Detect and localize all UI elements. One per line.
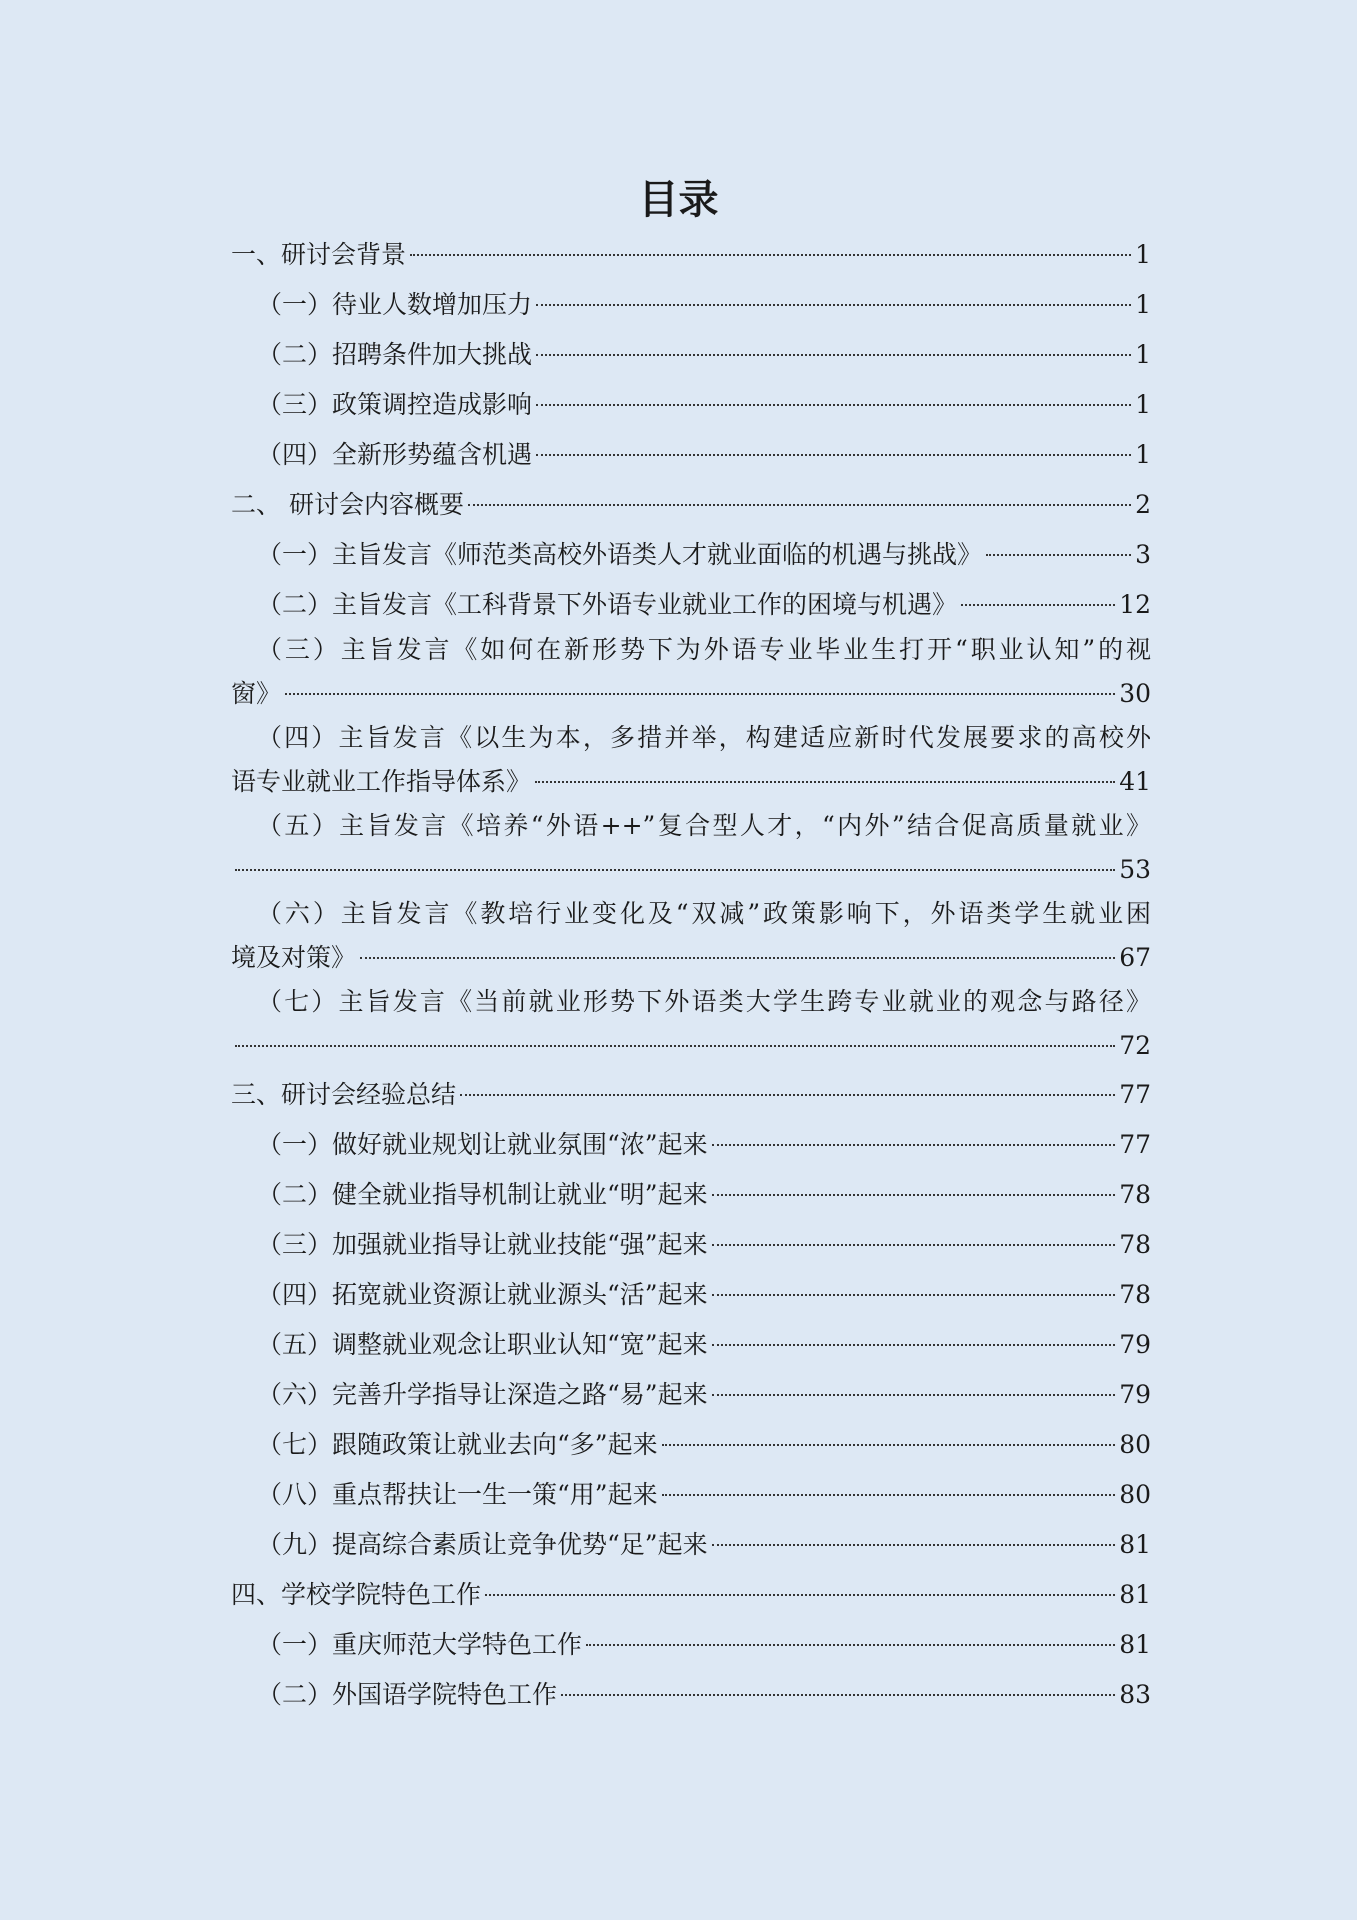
toc-entry-continuation: 语专业就业工作指导体系》	[231, 767, 532, 796]
toc-entry-text: （五）调整就业观念让职业认知“宽”起来	[257, 1330, 708, 1359]
toc-entry-text: （三）政策调控造成影响	[257, 390, 533, 419]
dot-leader	[561, 1694, 1115, 1696]
toc-page-number: 77	[1119, 1080, 1151, 1109]
toc-row	[257, 1670, 1151, 1720]
toc-row	[257, 1120, 1151, 1170]
toc-entry[interactable]	[231, 1570, 1151, 1620]
toc-page-number: 41	[1119, 767, 1151, 796]
toc-entry-continuation: 窗》	[231, 679, 282, 708]
toc-entry[interactable]	[231, 630, 1151, 718]
toc-entry-text: （二）健全就业指导机制让就业“明”起来	[257, 1180, 708, 1209]
toc-row	[257, 1470, 1151, 1520]
toc-entry[interactable]	[257, 1620, 1151, 1670]
toc-entry[interactable]	[231, 480, 1151, 530]
toc-entry-text: （六）主旨发言《教培行业变化及“双减”政策影响下，外语类学生就业困	[257, 899, 1151, 928]
toc-entry[interactable]	[257, 1370, 1151, 1420]
dot-leader	[235, 1045, 1115, 1047]
toc-entry-text: （二）招聘条件加大挑战	[257, 340, 533, 369]
toc-page-number: 1	[1135, 290, 1151, 319]
toc-entry-text: 四、学校学院特色工作	[231, 1580, 482, 1609]
toc-page-number: 1	[1135, 340, 1151, 369]
dot-leader	[460, 1094, 1115, 1096]
toc-row	[231, 670, 1151, 718]
dot-leader	[360, 957, 1115, 959]
toc-page-number: 72	[1119, 1031, 1151, 1060]
toc-page-number: 1	[1135, 240, 1151, 269]
toc-entry-text: （一）做好就业规划让就业氛围“浓”起来	[257, 1130, 708, 1159]
toc-entry-text: （六）完善升学指导让深造之路“易”起来	[257, 1380, 708, 1409]
toc-page-number: 1	[1135, 390, 1151, 419]
toc-entry-text: 一、研讨会背景	[231, 240, 407, 269]
toc-row	[257, 280, 1151, 330]
toc-entry[interactable]	[257, 530, 1151, 580]
toc-entry[interactable]	[231, 718, 1151, 806]
toc-page-number: 77	[1119, 1130, 1151, 1159]
toc-entry-text: （七）跟随政策让就业去向“多”起来	[257, 1430, 658, 1459]
dot-leader	[536, 454, 1131, 456]
toc-entry-text: 二、 研讨会内容概要	[231, 490, 464, 519]
toc-row	[231, 1022, 1151, 1070]
toc-entry[interactable]	[257, 1120, 1151, 1170]
toc-page-number: 81	[1119, 1530, 1151, 1559]
toc-row	[257, 530, 1151, 580]
toc-row	[257, 1520, 1151, 1570]
dot-leader	[536, 354, 1131, 356]
toc-row	[231, 1570, 1151, 1620]
dot-leader	[986, 554, 1131, 556]
toc-page-number: 80	[1119, 1430, 1151, 1459]
toc-entry-text: （一）重庆师范大学特色工作	[257, 1630, 583, 1659]
toc-entry[interactable]	[257, 1470, 1151, 1520]
toc-page-number: 81	[1119, 1630, 1151, 1659]
toc-entry-text: （四）主旨发言《以生为本，多措并举，构建适应新时代发展要求的高校外	[257, 723, 1151, 752]
toc-entry-text: （四）拓宽就业资源让就业源头“活”起来	[257, 1280, 708, 1309]
toc-row	[257, 380, 1151, 430]
toc-entry[interactable]	[257, 1220, 1151, 1270]
toc-entry-text: （三）主旨发言《如何在新形势下为外语专业毕业生打开“职业认知”的视	[257, 635, 1151, 664]
toc-entry[interactable]	[257, 1420, 1151, 1470]
toc-entry[interactable]	[231, 806, 1151, 894]
toc-row	[231, 934, 1151, 982]
toc-page-number: 78	[1119, 1280, 1151, 1309]
dot-leader	[712, 1294, 1116, 1296]
toc-row	[257, 580, 1151, 630]
toc-entry-text: （三）加强就业指导让就业技能“强”起来	[257, 1230, 708, 1259]
page-title: 目录	[638, 176, 719, 223]
toc-row	[257, 1220, 1151, 1270]
toc-row	[257, 1370, 1151, 1420]
toc-row	[257, 1270, 1151, 1320]
toc-row	[231, 1070, 1151, 1120]
toc-entry[interactable]	[231, 1070, 1151, 1120]
toc-row	[231, 230, 1151, 280]
toc-row	[257, 1320, 1151, 1370]
toc-page-number: 2	[1135, 490, 1151, 519]
toc-entry[interactable]	[231, 982, 1151, 1070]
toc-entry[interactable]	[257, 430, 1151, 480]
toc-row	[257, 1420, 1151, 1470]
dot-leader	[662, 1444, 1116, 1446]
toc-entry-text: （二）主旨发言《工科背景下外语专业就业工作的困境与机遇》	[257, 590, 958, 619]
dot-leader	[712, 1394, 1116, 1396]
toc-page-number: 78	[1119, 1180, 1151, 1209]
toc-entry[interactable]	[257, 1270, 1151, 1320]
toc-row	[257, 1170, 1151, 1220]
dot-leader	[410, 254, 1131, 256]
toc-entry-text: （二）外国语学院特色工作	[257, 1680, 558, 1709]
toc-entry[interactable]	[257, 1670, 1151, 1720]
toc-page-number: 79	[1119, 1330, 1151, 1359]
dot-leader	[961, 604, 1115, 606]
toc-entry-text: （一）主旨发言《师范类高校外语类人才就业面临的机遇与挑战》	[257, 540, 983, 569]
toc-entry[interactable]	[257, 580, 1151, 630]
toc-row	[257, 430, 1151, 480]
toc-page-number: 53	[1119, 855, 1151, 884]
dot-leader	[536, 404, 1131, 406]
toc-page-number: 3	[1135, 540, 1151, 569]
toc-entry-continuation: 境及对策》	[231, 943, 357, 972]
toc-page-number: 78	[1119, 1230, 1151, 1259]
toc-page-number: 79	[1119, 1380, 1151, 1409]
toc-page-number: 30	[1119, 679, 1151, 708]
toc-entry[interactable]	[257, 330, 1151, 380]
dot-leader	[468, 504, 1131, 506]
toc-row	[231, 480, 1151, 530]
toc-page-number: 67	[1119, 943, 1151, 972]
toc-entry-text: （八）重点帮扶让一生一策“用”起来	[257, 1480, 658, 1509]
dot-leader	[712, 1144, 1116, 1146]
toc-row	[231, 846, 1151, 894]
toc-entry[interactable]	[257, 1520, 1151, 1570]
toc-entry-text: （五）主旨发言《培养“外语++”复合型人才，“内外”结合促高质量就业》	[257, 811, 1151, 840]
toc-entry[interactable]	[257, 1170, 1151, 1220]
toc-entry[interactable]	[257, 1320, 1151, 1370]
toc-entry[interactable]	[257, 280, 1151, 330]
toc-entry-text: （九）提高综合素质让竞争优势“足”起来	[257, 1530, 708, 1559]
toc-entry[interactable]	[257, 380, 1151, 430]
toc-entry-text: （七）主旨发言《当前就业形势下外语类大学生跨专业就业的观念与路径》	[257, 987, 1151, 1016]
toc-entry-text: （四）全新形势蕴含机遇	[257, 440, 533, 469]
dot-leader	[712, 1544, 1116, 1546]
toc-page-number: 83	[1119, 1680, 1151, 1709]
toc-entry[interactable]	[231, 894, 1151, 982]
toc-page-number: 80	[1119, 1480, 1151, 1509]
dot-leader	[586, 1644, 1115, 1646]
toc-page-number: 1	[1135, 440, 1151, 469]
dot-leader	[285, 693, 1115, 695]
dot-leader	[712, 1194, 1116, 1196]
dot-leader	[712, 1344, 1116, 1346]
toc-row	[257, 330, 1151, 380]
dot-leader	[662, 1494, 1116, 1496]
toc-entry-text: 三、研讨会经验总结	[231, 1080, 457, 1109]
dot-leader	[485, 1594, 1115, 1596]
toc-row	[257, 1620, 1151, 1670]
toc-page-number: 12	[1119, 590, 1151, 619]
dot-leader	[535, 781, 1115, 783]
dot-leader	[712, 1244, 1116, 1246]
toc-page-number: 81	[1119, 1580, 1151, 1609]
dot-leader	[235, 869, 1115, 871]
toc-entry[interactable]	[231, 230, 1151, 280]
toc-entry-text: （一）待业人数增加压力	[257, 290, 533, 319]
dot-leader	[536, 304, 1131, 306]
toc-row	[231, 758, 1151, 806]
